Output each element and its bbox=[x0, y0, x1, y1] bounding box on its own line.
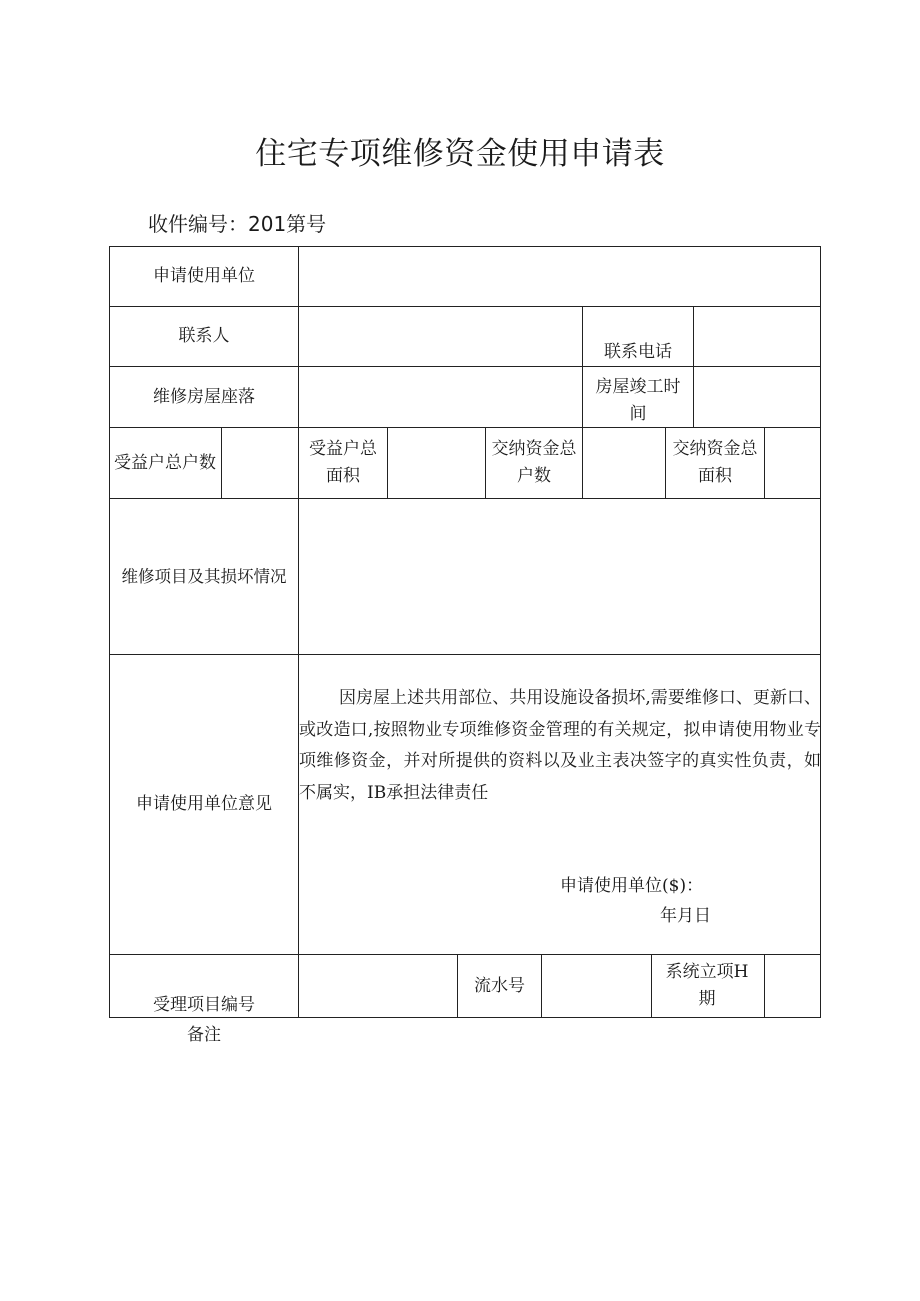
contact-person-label: 联系人 bbox=[178, 326, 230, 346]
paid-area-field[interactable] bbox=[765, 428, 820, 498]
project-number-label: 受理项目编号 bbox=[153, 995, 255, 1015]
beneficiary-households-label: 受益户总户数 bbox=[114, 452, 216, 473]
applicant-unit-label: 申请使用单位 bbox=[153, 266, 255, 286]
beneficiary-area-field[interactable] bbox=[388, 428, 485, 498]
beneficiary-households-field[interactable] bbox=[222, 428, 298, 498]
project-number-field[interactable] bbox=[299, 955, 457, 1017]
date-label: 年月日 bbox=[660, 906, 711, 926]
receipt-number-label: 收件编号：201第号 bbox=[148, 212, 327, 236]
system-date-field[interactable] bbox=[765, 955, 820, 1017]
applicant-opinion-text: 因房屋上述共用部位、共用设施设备损坏,需要维修口、更新口、或改造口,按照物业专项维修资金管理的有关规定，拟申请使用物业专项维修资金，并对所提供的资料以及业主表决签字的真实性负责，如不属实，IB承担法律责任 bbox=[299, 688, 821, 803]
table-line bbox=[651, 954, 652, 1018]
contact-person-field[interactable] bbox=[299, 307, 582, 366]
beneficiary-area-label: 受益户总面积 bbox=[309, 439, 377, 486]
paid-area-label: 交纳资金总面积 bbox=[672, 439, 758, 486]
remark-label: 备注 bbox=[187, 1025, 221, 1045]
serial-number-field[interactable] bbox=[542, 955, 651, 1017]
paid-households-field[interactable] bbox=[583, 428, 665, 498]
contact-phone-label: 联系电话 bbox=[604, 342, 672, 362]
contact-phone-field[interactable] bbox=[694, 307, 820, 366]
serial-number-label: 流水号 bbox=[474, 975, 525, 996]
table-line bbox=[298, 427, 299, 498]
page-title: 住宅专项维修资金使用申请表 bbox=[255, 136, 665, 172]
repair-items-field[interactable] bbox=[299, 499, 820, 654]
house-location-field[interactable] bbox=[299, 367, 582, 427]
table-line bbox=[820, 246, 821, 1018]
house-location-label: 维修房屋座落 bbox=[153, 386, 255, 407]
completion-time-field[interactable] bbox=[694, 367, 820, 427]
applicant-opinion-label: 申请使用单位意见 bbox=[136, 794, 272, 814]
applicant-unit-field[interactable] bbox=[299, 247, 820, 306]
completion-time-label: 房屋竣工时间 bbox=[595, 377, 681, 424]
signature-label: 申请使用单位($)： bbox=[560, 876, 704, 896]
repair-items-label: 维修项目及其损坏情况 bbox=[121, 567, 287, 586]
system-date-label: 系统立项H期 bbox=[665, 962, 749, 1009]
table-line bbox=[582, 306, 583, 427]
paid-households-label: 交纳资金总户数 bbox=[491, 439, 577, 486]
